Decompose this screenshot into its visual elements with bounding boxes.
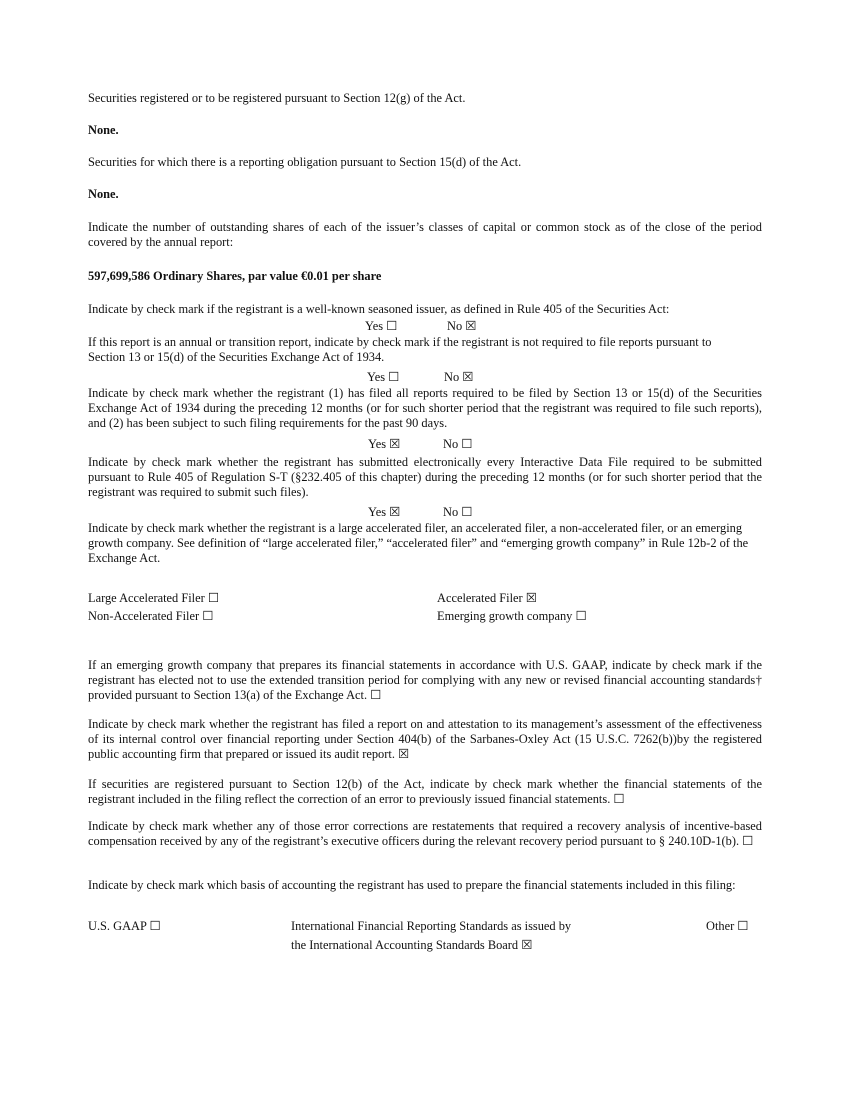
wksi-yes-checkbox[interactable]: Yes ☐ xyxy=(365,319,398,333)
outstanding-shares-intro: Indicate the number of outstanding shares of each of the issuer’s classes of capital or common stock as of the close of the period covered by the annual report: xyxy=(88,220,762,249)
icfr-paragraph: Indicate by check mark whether the registrant has filed a report on and attestation to its management’s assessment of the effectiveness of its internal control over financial reporting under Section 404(b) of the Sarbanes-Oxley Act (15 U.S.C. 7262(b))by the registered public accounting firm that prepared or issued its audit report. ☒ xyxy=(88,717,762,761)
not-required-yes-checkbox[interactable]: Yes ☐ xyxy=(367,370,400,384)
accelerated-filer-checkbox[interactable]: Accelerated Filer ☒ xyxy=(437,591,537,605)
other-checkbox[interactable]: Other ☐ xyxy=(706,919,749,933)
interactive-data-yes-checkbox[interactable]: Yes ☒ xyxy=(368,505,401,519)
section-12g-value: None. xyxy=(88,123,119,137)
section-12g-intro: Securities registered or to be registered pursuant to Section 12(g) of the Act. xyxy=(88,91,466,105)
egc-transition-paragraph: If an emerging growth company that prepares its financial statements in accordance with U.S. GAAP, indicate by check mark if the registrant has elected not to use the extended transition period for complying with any new or revised financial accounting standards† provided pursuant to Section 13(a) of the Exchange Act. ☐ xyxy=(88,658,762,702)
large-accelerated-filer-checkbox[interactable]: Large Accelerated Filer ☐ xyxy=(88,591,219,605)
emerging-growth-company-checkbox[interactable]: Emerging growth company ☐ xyxy=(437,609,587,623)
filed-reports-yes-checkbox[interactable]: Yes ☒ xyxy=(368,437,401,451)
section-15d-intro: Securities for which there is a reporting obligation pursuant to Section 15(d) of the Act. xyxy=(88,155,522,169)
filed-reports-no-checkbox[interactable]: No ☐ xyxy=(443,437,473,451)
filer-type-question: Indicate by check mark whether the registrant is a large accelerated filer, an accelerated filer, a non-accelerated filer, or an emerging growth company. See definition of “large accelerated filer,” “accelerated filer” and “emerging growth company” in Rule 12b-2 of the Exchange Act. xyxy=(88,521,749,565)
filed-reports-question: Indicate by check mark whether the registrant (1) has filed all reports required to be filed by Section 13 or 15(d) of the Securities Exchange Act of 1934 during the preceding 12 months (or for such shorter period that the registrant was required to file such reports), and (2) has been subject to such filing requirements for the past 90 days. xyxy=(88,386,762,430)
wksi-no-checkbox[interactable]: No ☒ xyxy=(447,319,477,333)
ifrs-label-line1: International Financial Reporting Standards as issued by xyxy=(291,919,572,933)
us-gaap-checkbox[interactable]: U.S. GAAP ☐ xyxy=(88,919,161,933)
interactive-data-question: Indicate by check mark whether the registrant has submitted electronically every Interactive Data File required to be submitted pursuant to Rule 405 of Regulation S-T (§232.405 of this chapter) during the preceding 12 months (or for such shorter period that the registrant was required to submit such files). xyxy=(88,455,762,499)
outstanding-shares-value: 597,699,586 Ordinary Shares, par value €0.01 per share xyxy=(88,269,382,283)
document-page xyxy=(88,0,762,1100)
restatement-paragraph: Indicate by check mark whether any of those error corrections are restatements that required a recovery analysis of incentive-based compensation received by any of the registrant’s executive officers during the relevant recovery period pursuant to § 240.10D-1(b). ☐ xyxy=(88,819,762,848)
interactive-data-no-checkbox[interactable]: No ☐ xyxy=(443,505,473,519)
error-correction-paragraph: If securities are registered pursuant to Section 12(b) of the Act, indicate by check mark whether the financial statements of the registrant included in the filing reflect the correction of an error to previously issued financial statements. ☐ xyxy=(88,777,762,806)
not-required-question: If this report is an annual or transition report, indicate by check mark if the registrant is not required to file reports pursuant to Section 13 or 15(d) of the Securities Exchange Act of 1934. xyxy=(88,335,712,364)
not-required-no-checkbox[interactable]: No ☒ xyxy=(444,370,474,384)
section-15d-value: None. xyxy=(88,187,119,201)
non-accelerated-filer-checkbox[interactable]: Non-Accelerated Filer ☐ xyxy=(88,609,214,623)
basis-of-accounting-intro: Indicate by check mark which basis of accounting the registrant has used to prepare the financial statements included in this filing: xyxy=(88,878,736,892)
ifrs-checkbox[interactable]: the International Accounting Standards Board ☒ xyxy=(291,938,533,952)
wksi-question: Indicate by check mark if the registrant is a well-known seasoned issuer, as defined in Rule 405 of the Securities Act: xyxy=(88,302,670,316)
